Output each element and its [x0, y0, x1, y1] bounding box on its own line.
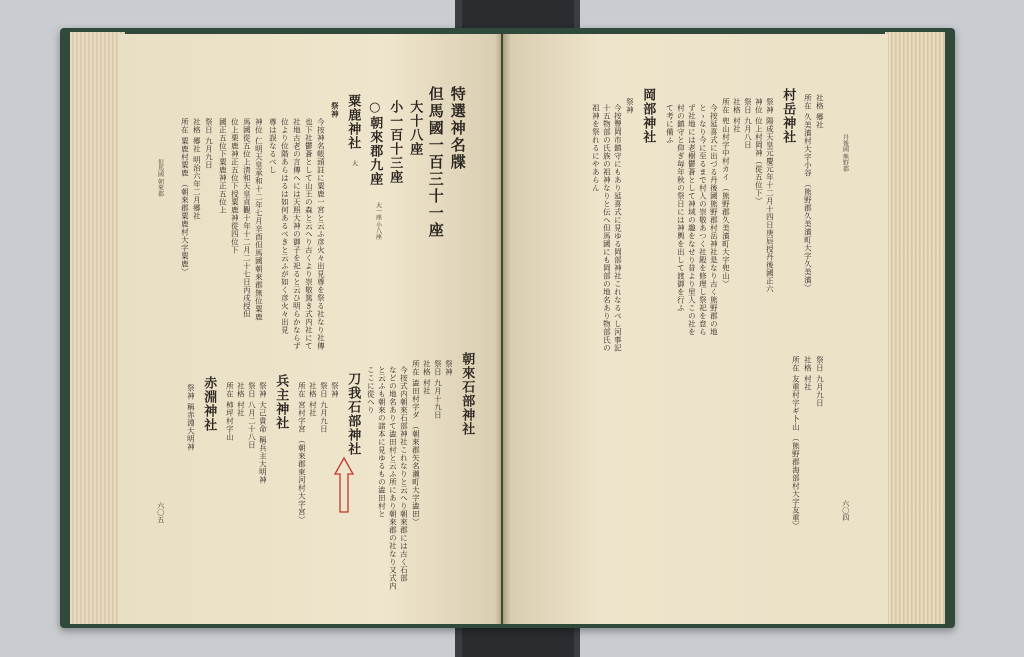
left-entry-top-1: 社格 郷社 明治六年二月郷社	[192, 118, 202, 220]
shrine-title-muratake: 村岳神社	[780, 88, 796, 144]
awaga-line: 祭神	[330, 102, 340, 118]
province-total: 但馬國一百三十一座	[426, 86, 445, 239]
right-top-entry-0: 社格 郷社	[815, 94, 825, 129]
right-page-header: 丹後國 熊野郡	[841, 134, 849, 172]
shrine-title-okabe: 岡部神社	[640, 88, 656, 144]
toga-line: 社格 村社	[308, 382, 318, 417]
asakura-line: 祭神	[444, 360, 454, 376]
section-title: 特選神名牒	[448, 86, 467, 171]
muratake-line: て考に備ふ	[665, 104, 675, 144]
district-note: 大一座 小八座	[374, 202, 382, 240]
toga-line: 所在 宮村字宮 （朝來郡東河村大字宮）	[297, 382, 307, 524]
right-top-entry-1: 所在 久美濱村大字小谷 （熊野郡久美濱町大字久美濱）	[803, 94, 813, 292]
okabe-line: 今按豐岡市鎮守にもあり延喜式に見ゆる岡部神社これなるべし河事記	[613, 104, 623, 352]
count-large: 大十八座	[407, 100, 423, 156]
right-bottom-entry-0: 祭日 九月九日	[815, 356, 825, 407]
left-entry-top-2: 所在 粟鹿村粟鹿 （朝來郡粟鹿村大字粟鹿）	[180, 118, 190, 276]
red-arrow-icon	[333, 456, 355, 514]
muratake-line: 祭神 陽成天皇元慶元年十二月十四日庚辰授丹後國正六	[765, 98, 775, 293]
muratake-line: 社格 村社	[732, 98, 742, 133]
district-count: ○朝來郡九座	[367, 100, 383, 186]
left-entry-top-0: 祭日 九月九日	[204, 118, 214, 169]
right-page	[503, 34, 888, 624]
awaga-line: 今按神名帳頭註に粟鹿一宮と云ふ彦火々出見尊を祭る社なり社傳	[316, 118, 326, 350]
shrine-awaga-note: 大	[350, 160, 358, 166]
left-page	[118, 34, 501, 624]
asakura-line: などの地名ありて澁田村と云ふ所にあり朝來郡の社なり又式内	[388, 366, 398, 590]
left-page-number: 六〇五	[156, 502, 165, 523]
right-page-number: 六〇四	[841, 500, 850, 521]
asakura-line: 所在 澁田村字ダ （朝來郡矢名瀨町大字澁田）	[411, 360, 421, 526]
awaga-line: 位より位階あらはるは如何あるべきと云ふが如く彦火々出見	[280, 118, 290, 334]
awaga-line: 國正五位下粟鹿神正五位上	[218, 118, 228, 214]
muratake-line: ず社地には老樹鬱蒼として神域の趣をなせり昔より里人この社を	[687, 104, 697, 336]
toga-line: 祭神	[330, 382, 340, 398]
book-gutter	[495, 34, 511, 624]
count-small: 小一百十三座	[387, 100, 403, 184]
hyoshu-line: 祭日 八月二十八日	[247, 382, 257, 449]
right-bottom-entry-2: 所在 友重村字ギ卜山 （熊野郡海部村大字友重）	[791, 356, 801, 530]
muratake-line: とゝなり今に至るまで村人の崇敬あつく社殿を修理し祭祀を怠ら	[698, 104, 708, 336]
okabe-line: 祖神を祭れるにやあらん	[591, 104, 601, 192]
shrine-title-toga: 刀我石部神社	[345, 372, 361, 456]
shrine-title-akabuchi: 赤淵神社	[201, 376, 217, 432]
page-edges-right	[885, 32, 945, 624]
awaga-line: 社地古老の言傳へには天照大神の御子を祀ると云ひ明らかならず	[292, 118, 302, 350]
right-bottom-entry-1: 社格 村社	[803, 356, 813, 391]
shrine-title-asakura: 朝來石部神社	[459, 352, 475, 436]
muratake-line: 祭日 九月八日	[743, 98, 753, 149]
shrine-title-awaga: 粟鹿神社	[345, 94, 361, 150]
hyoshu-line: 所在 柿坪村字山	[225, 382, 235, 441]
awaga-line: 馬國從五位上清和天皇貞觀十年十二月二十七日丙戌授但	[242, 118, 252, 318]
awaga-line: 位上栗鹿神正五位下授粟鹿神從四位下	[230, 118, 240, 254]
muratake-line: 神位 位上村岡神（從五位下）	[754, 98, 764, 205]
hyoshu-line: 社格 村社	[236, 382, 246, 417]
awaga-line: 尊は誤なるべし	[268, 118, 278, 174]
asakura-line: ここに從へり	[366, 366, 376, 414]
muratake-line: 所在 兜山村字中村カイ （熊野郡久美濱町大字兜山）	[721, 98, 731, 288]
hyoshu-line: 祭神 大己貴命 稱兵主大明神	[258, 382, 268, 484]
akabuchi-line: 祭神 稱赤淵大明神	[186, 384, 196, 451]
okabe-line: 十五物部の氏族の祖神なりと伝へ但馬國にも岡部の地名あり物部氏の	[602, 104, 612, 352]
shrine-title-hyoshu: 兵主神社	[273, 374, 289, 430]
asakura-line: 今按式内朝來石部神社これなりと云へり朝來郡には古く石部	[399, 366, 409, 582]
page-edges-left	[70, 32, 125, 624]
left-page-header: 但馬國 朝來郡	[156, 159, 164, 197]
awaga-line: 神位 仁明天皇承和十二年七月辛酉但馬國朝來郡無位粟鹿	[254, 118, 264, 321]
asakura-line: と云ふも朝來の諸本に見ゆるもの澁田村と	[377, 366, 387, 518]
toga-line: 祭日 九月九日	[319, 382, 329, 433]
asakura-line: 祭日 九月十九日	[433, 360, 443, 419]
muratake-line: 今按延喜式に出づる丹後國熊野郡村岳神社是なり古く熊野郡の地	[709, 104, 719, 336]
awaga-line: 也下社鬱蒼として山王の森と云へり古くより崇敬篤き式内社にて	[304, 118, 314, 350]
muratake-line: 村の鎮守と仰ぎ毎年秋の祭日には神輿を出して渡御を行ふ	[676, 104, 686, 312]
asakura-line: 社格 村社	[422, 360, 432, 395]
okabe-line: 祭神	[625, 98, 635, 114]
